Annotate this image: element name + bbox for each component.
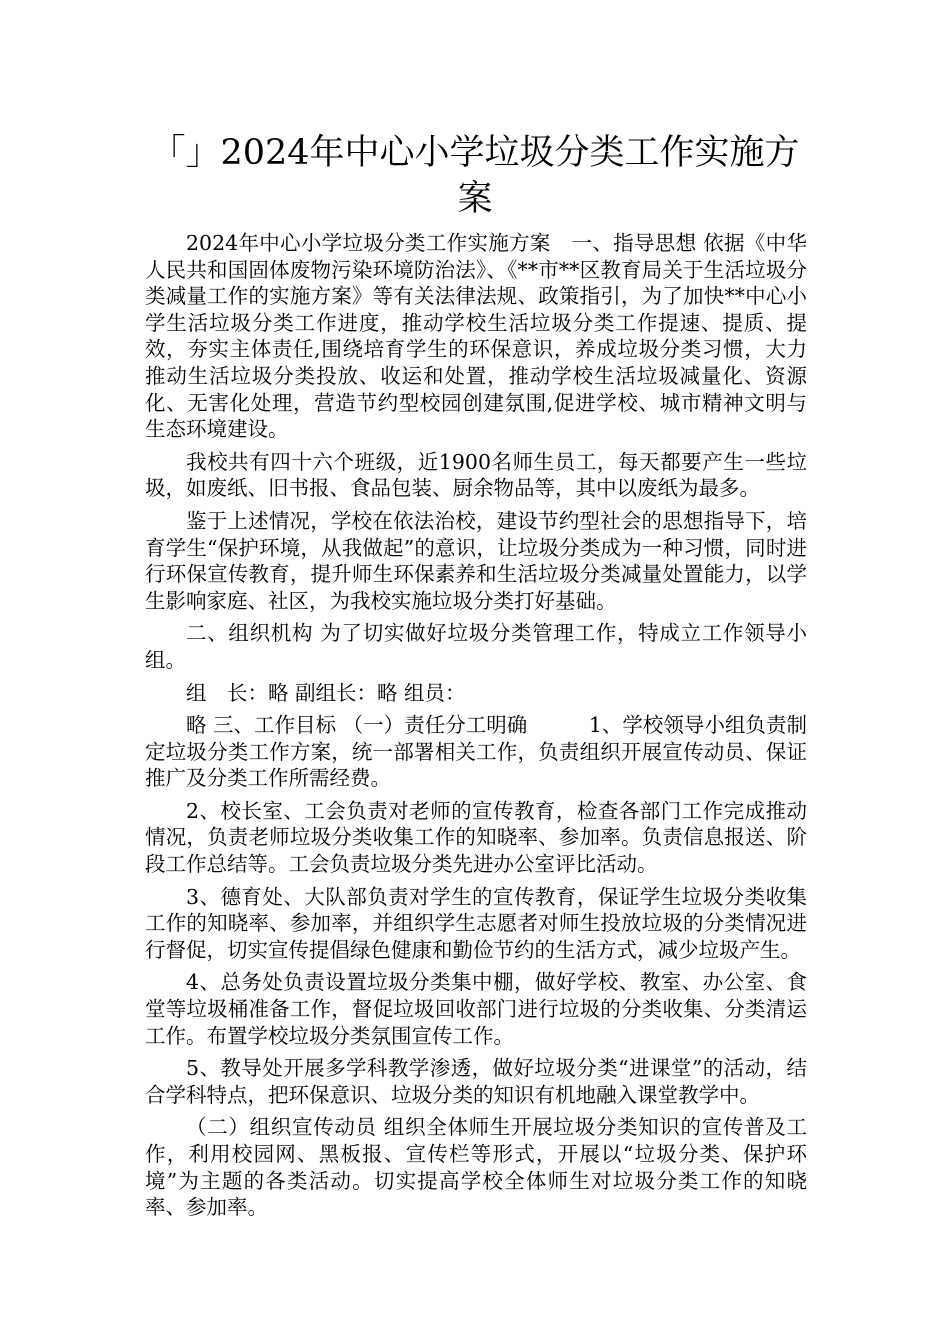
paragraph-group-members: 组 长：略 副组长：略 组员：	[186, 680, 466, 705]
paragraph-publicity: （二）组织宣传动员 组织全体师生开展垃圾分类知识的宣传普及工作，利用校园网、黑板报、宣传栏等形式，开展以“垃圾分类、保护环境”为主题的各类活动。切实提高学校全体师生对垃圾分类工作的知晓率、参加率。	[145, 1115, 807, 1220]
document-body	[145, 230, 807, 1227]
paragraph-item-3: 3、德育处、大队部负责对学生的宣传教育，保证学生垃圾分类收集工作的知晓率、参加率，并组织学生志愿者对师生投放垃圾的分类情况进行督促，切实宣传提倡绿色健康和勤俭节约的生活方式，减少垃圾产生。	[145, 884, 807, 962]
paragraph-school-overview: 我校共有四十六个班级，近1900名师生员工，每天都要产生一些垃圾，如废纸、旧书报、食品包装、厨余物品等，其中以废纸为最多。	[145, 449, 807, 501]
paragraph-item-4: 4、总务处负责设置垃圾分类集中棚，做好学校、教室、办公室、食堂等垃圾桶准备工作，督促垃圾回收部门进行垃圾的分类收集、分类清运工作。布置学校垃圾分类氛围宣传工作。	[145, 970, 807, 1048]
paragraph-work-goals: 略 三、工作目标 （一）责任分工明确 1、学校领导小组负责制定垃圾分类工作方案，统一部署相关工作，负责组织开展宣传动员、保证推广及分类工作所需经费。	[145, 713, 807, 791]
paragraph-item-5: 5、教导处开展多学科教学渗透，做好垃圾分类“进课堂”的活动，结合学科特点，把环保意识、垃圾分类的知识有机地融入课堂教学中。	[145, 1056, 807, 1107]
paragraph-situation: 鉴于上述情况，学校在依法治校，建设节约型社会的思想指导下，培育学生“保护环境，从我做起”的意识，让垃圾分类成为一种习惯，同时进行环保宣传教育，提升师生环保素养和生活垃圾分类减量处置能力，以学生影响家庭、社区，为我校实施垃圾分类打好基础。	[145, 508, 807, 613]
document-title: 「」2024年中心小学垃圾分类工作实施方案	[150, 133, 800, 219]
paragraph-item-2: 2、校长室、工会负责对老师的宣传教育，检查各部门工作完成推动情况，负责老师垃圾分类收集工作的知晓率、参加率。负责信息报送、阶段工作总结等。工会负责垃圾分类先进办公室评比活动。	[145, 798, 807, 877]
paragraph-guiding-ideology: 2024年中心小学垃圾分类工作实施方案 一、指导思想 依据《中华人民共和国固体废物污染环境防治法》、《**市**区教育局关于生活垃圾分类减量工作的实施方案》等有关法律法规、政策指引，为了加快**中心小学生活垃圾分类工作进度，推动学校生活垃圾分类工作提速、提质、提效，夯实主体责任,围绕培育学生的环保意识，养成垃圾分类习惯，大力推动生活垃圾分类投放、收运和处置，推动学校生活垃圾减量化、资源化、无害化处理，营造节约型校园创建氛围,促进学校、城市精神文明与生态环境建设。	[145, 231, 807, 442]
paragraph-organization: 二、组织机构 为了切实做好垃圾分类管理工作，特成立工作领导小组。	[145, 621, 807, 672]
